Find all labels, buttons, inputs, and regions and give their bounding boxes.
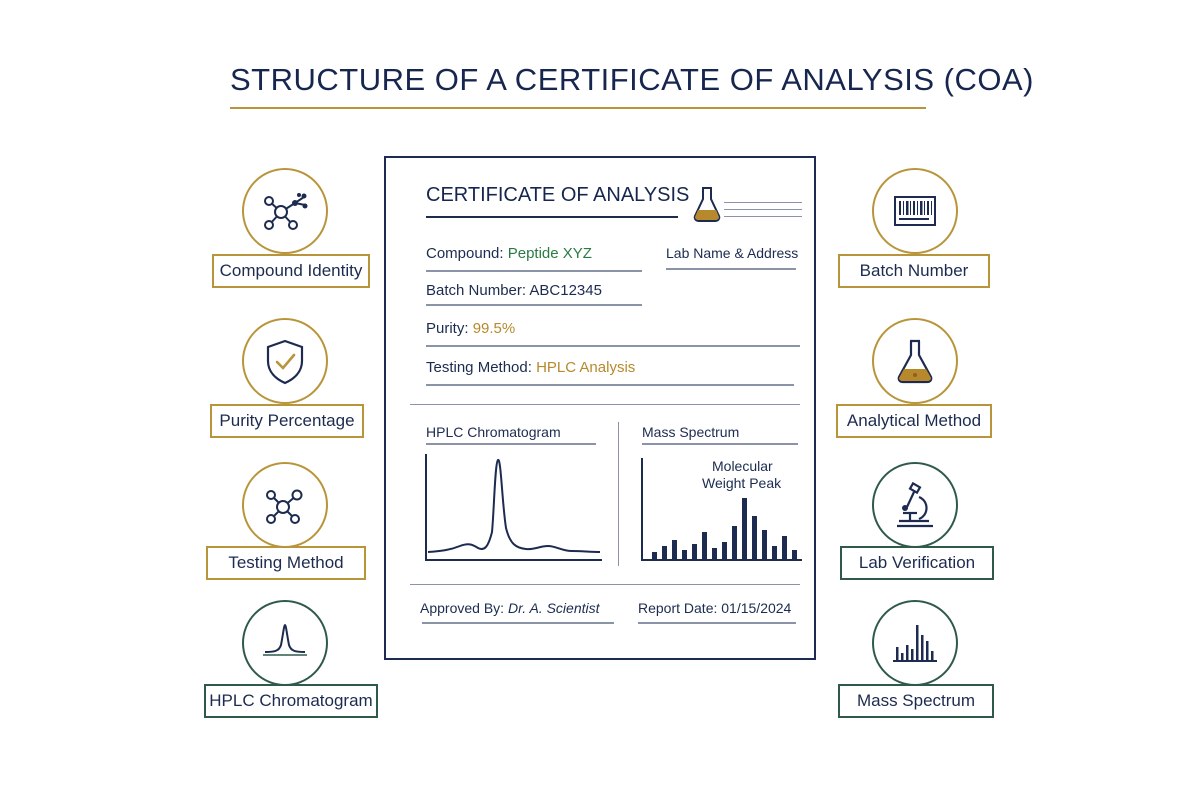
purity-row (426, 320, 515, 337)
spectrum-bar (662, 546, 667, 560)
microscope-icon (887, 477, 943, 533)
purity-value: 99.5% (472, 320, 516, 337)
certificate-title: CERTIFICATE OF ANALYSIS (426, 184, 690, 206)
lab-name-address: Lab Name & Address (666, 245, 799, 261)
spectrum-bar (702, 532, 707, 560)
compound-identity-label: Compound Identity (212, 254, 370, 288)
method-rule (426, 384, 794, 386)
compound-identity-circle (242, 168, 328, 254)
batch-row (426, 282, 602, 299)
analytical-method-label: Analytical Method (836, 404, 992, 438)
hplc-title-rule (426, 443, 596, 445)
spectrum-bar (772, 546, 777, 560)
date-value: 01/15/2024 (721, 600, 792, 616)
mass-spectrum-chart (638, 456, 806, 564)
batch-rule (426, 304, 642, 306)
certificate-title-rule (426, 216, 678, 218)
approved-row (420, 600, 600, 616)
mass-title-rule (642, 443, 798, 445)
spectrum-bar (722, 542, 727, 560)
spectrum-bar (792, 550, 797, 560)
analytical-method-circle (872, 318, 958, 404)
spectrum-bar (742, 498, 747, 560)
spectrum-bar (762, 530, 767, 560)
mass-spectrum-circle (872, 600, 958, 686)
spectrum-bar (652, 552, 657, 560)
spectrum-bar (692, 544, 697, 560)
spectrum-bar (752, 516, 757, 560)
purity-rule (426, 345, 800, 347)
batch-value: ABC12345 (529, 282, 602, 299)
spectrum-bar (672, 540, 677, 560)
compound-label: Compound: (426, 245, 504, 262)
date-rule (638, 622, 796, 624)
hplc-chromatogram-label: HPLC Chromatogram (204, 684, 378, 718)
mass-spectrum-label: Mass Spectrum (838, 684, 994, 718)
batch-number-label: Batch Number (838, 254, 990, 288)
title-underline (230, 107, 926, 109)
footer-divider (410, 584, 800, 585)
method-value: HPLC Analysis (536, 359, 636, 376)
date-label: Report Date: (638, 600, 718, 616)
hplc-chromatogram-chart (422, 452, 606, 564)
batch-label: Batch Number: (426, 282, 527, 299)
spectrum-bar (682, 550, 687, 560)
header-decor-line-2 (724, 209, 802, 210)
molecule-icon (257, 183, 313, 239)
peak-icon (257, 615, 313, 671)
purity-label: Purity: (426, 320, 469, 337)
header-decor-line-3 (724, 216, 802, 217)
date-row (638, 600, 791, 616)
shield-check-icon (257, 333, 313, 389)
barcode-icon (887, 183, 943, 239)
header-decor-line-1 (724, 202, 802, 203)
purity-percentage-circle (242, 318, 328, 404)
hplc-chart-title: HPLC Chromatogram (426, 424, 561, 440)
compound-rule (426, 270, 642, 272)
lab-verification-label: Lab Verification (840, 546, 994, 580)
method-row (426, 359, 635, 376)
flask-icon (887, 333, 943, 389)
spectrum-bar (712, 548, 717, 560)
batch-number-circle (872, 168, 958, 254)
bar-spectrum-icon (887, 615, 943, 671)
compound-value: Peptide XYZ (507, 245, 592, 262)
method-label: Testing Method: (426, 359, 532, 376)
lab-verification-circle (872, 462, 958, 548)
approved-rule (422, 622, 614, 624)
lab-rule (666, 268, 796, 270)
purity-percentage-label: Purity Percentage (210, 404, 364, 438)
approved-label: Approved By: (420, 600, 505, 616)
flask-icon (692, 186, 722, 224)
spectrum-bar (732, 526, 737, 560)
molecule-icon (257, 477, 313, 533)
mass-chart-title: Mass Spectrum (642, 424, 740, 440)
page-title: STRUCTURE OF A CERTIFICATE OF ANALYSIS (COA) (230, 62, 1034, 97)
hplc-chromatogram-circle (242, 600, 328, 686)
testing-method-label: Testing Method (206, 546, 366, 580)
testing-method-circle (242, 462, 328, 548)
mass-annotation-line2: Weight Peak (702, 475, 782, 491)
mass-annotation-line1: Molecular (712, 458, 773, 474)
certificate-document (384, 156, 816, 660)
approved-value: Dr. A. Scientist (507, 600, 600, 616)
spectrum-bar (782, 536, 787, 560)
compound-row (426, 245, 592, 262)
section-divider (410, 404, 800, 405)
chart-divider (618, 422, 619, 566)
